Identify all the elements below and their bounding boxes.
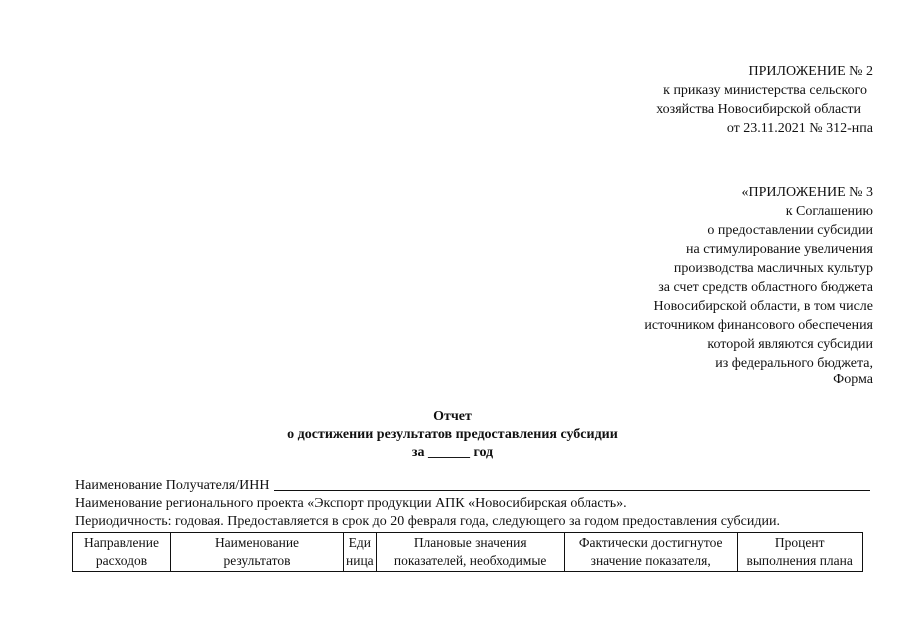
appendix-2-block: [656, 62, 873, 138]
form-label: Форма: [833, 372, 873, 387]
appendix-3-line: «ПРИЛОЖЕНИЕ № 3: [741, 185, 873, 200]
header-cell-planned: Плановые значения показателей, необходимые: [376, 533, 564, 572]
appendix-3-line: за счет средств областного бюджета: [658, 280, 873, 295]
header-cell-results: Наименование результатов: [171, 533, 344, 572]
appendix-3-line: к Соглашению: [785, 204, 873, 219]
recipient-fill-line[interactable]: [274, 477, 870, 491]
appendix-3-line: на стимулирование увеличения: [686, 242, 873, 257]
header-cell-unit: Еди ница: [344, 533, 377, 572]
appendix-3-line: которой являются субсидии: [707, 337, 873, 352]
appendix-2-line: к приказу министерства сельского: [663, 83, 867, 98]
appendix-3-line: из федерального бюджета,: [715, 356, 873, 371]
appendix-2-line: от 23.11.2021 № 312-нпа: [726, 121, 873, 136]
appendix-2-line: хозяйства Новосибирской области: [656, 102, 861, 117]
results-table: [72, 532, 863, 572]
appendix-3-line: производства масличных культур: [673, 261, 873, 276]
table-header-row: [73, 533, 863, 572]
report-title: Отчет: [433, 409, 472, 424]
appendix-2-line: ПРИЛОЖЕНИЕ № 2: [748, 64, 873, 79]
recipient-row: [75, 477, 870, 495]
header-cell-actual: Фактически достигнутое значение показателя,: [564, 533, 737, 572]
project-line: Наименование регионального проекта «Экспорт продукции АПК «Новосибирская область».: [75, 496, 627, 511]
header-cell-expenses: Направление расходов: [73, 533, 171, 572]
appendix-3-line: источником финансового обеспечения: [644, 318, 873, 333]
appendix-3-line: о предоставлении субсидии: [707, 223, 873, 238]
periodicity-line: Периодичность: годовая. Предоставляется в срок до 20 февраля года, следующего за годом предоставления субсидии.: [75, 514, 780, 529]
appendix-3-line: Новосибирской области, в том числе: [653, 299, 873, 314]
header-cell-percent: Процент выполнения плана: [737, 533, 862, 572]
recipient-label: Наименование Получателя/ИНН: [75, 478, 270, 493]
report-subtitle: о достижении результатов предоставления субсидии: [287, 427, 618, 442]
report-year: за ______ год: [411, 445, 494, 460]
appendix-3-block: [644, 183, 873, 373]
